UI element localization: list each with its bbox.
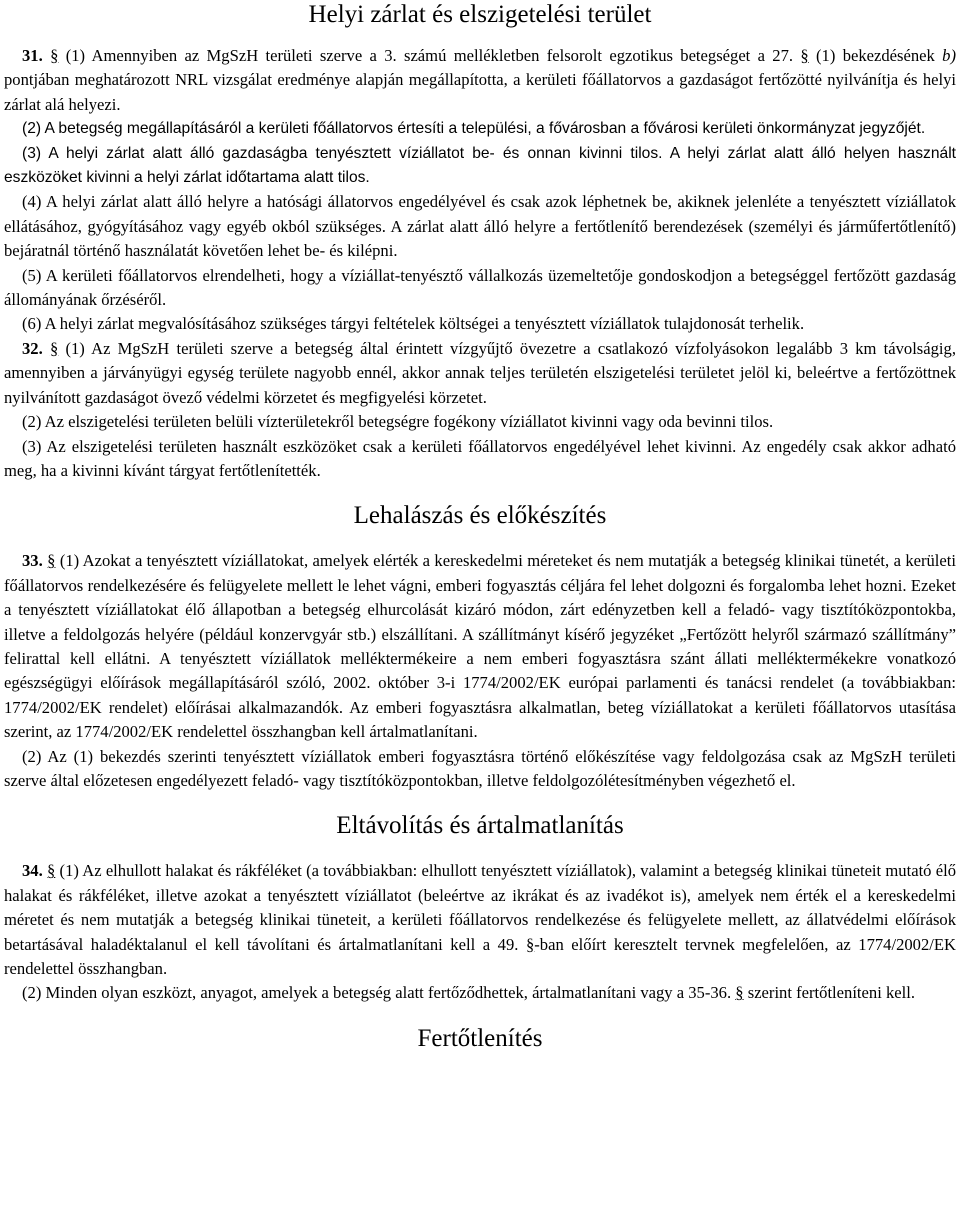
section-number: 31. (22, 46, 43, 65)
paragraph-text: pontjában meghatározott NRL vizsgálat eredménye alapján megállapította, a kerületi főállatorvos a gazdaságot fertőzötté nyilvánítja és helyi zárlat alá helyezi. (4, 70, 956, 114)
paragraph-text: szerint fertőtleníteni kell. (747, 983, 915, 1003)
paragraph-31-2: (2) A betegség megállapításáról a kerületi főállatorvos értesíti a települési, a fővárosban a fővárosi kerületi önkormányzat jegyzőjét. (22, 120, 926, 138)
section-number: 32. (22, 338, 43, 358)
paragraph-text: (1) bekezdésének (816, 46, 935, 65)
paragraph-31-5: (5) A kerületi főállatorvos elrendelheti, hogy a víziállat-tenyésztő vállalkozás üzemeltetője gondoskodjon a betegséggel fertőzött gazdaság állományának őrzéséről. (4, 265, 956, 310)
paragraph-text: (2) Minden olyan eszközt, anyagot, amelyek a betegség alatt fertőződhettek, ártalmatlanítani vagy a 35-36. (22, 983, 732, 1003)
section-heading-lehalaszas: Lehalászás és előkészítés (353, 502, 607, 530)
paragraph-symbol: § (800, 46, 809, 65)
paragraph-symbol: § (525, 934, 535, 954)
paragraph-31-4: (4) A helyi zárlat alatt álló helyre a hatósági állatorvos engedélyével és csak azok léphetnek be, akiknek jelenléte a tenyésztett víziállatok ellátásához, gyógyításához vagy egyéb okból szükséges. A zárlat alatt álló helyre a fertőtlenítő berendezések (személyi és járműfertőtlenítő) bejáratnál történő használatát követően lehet be- és kilépni. (4, 192, 956, 261)
paragraph-31-3: (3) A helyi zárlat alatt álló gazdaságba tenyésztett víziállatot be- és onnan kivinni tilos. A helyi zárlat alatt álló helyen használt eszközöket kivinni a helyi zárlat időtartama alatt tilos. (4, 144, 956, 187)
paragraph-symbol: § (50, 46, 59, 65)
section-heading-eltavolitas: Eltávolítás és ártalmatlanítás (336, 812, 624, 840)
section-heading-helyi-zarlat: Helyi zárlat és elszigetelési terület (308, 1, 652, 28)
paragraph-text: (1) Az MgSzH területi szerve a betegség által érintett vízgyűjtő övezetre a csatlakozó vízfolyásokon legalább 3 km távolságig, amennyiben a járványügyi egység területe nagyobb ennél, akkor annak teljes területén elszigetelési területet jelöl ki, beleértve a fertőzöttnek nyilvánított gazdaságot övező védelmi körzetet és megfigyelési körzetet. (4, 338, 956, 407)
paragraph-32-3: (3) Az elszigetelési területen használt eszközöket csak a kerületi főállatorvos engedélyével lehet kivinni. Az engedély csak akkor adható meg, ha a kivinni kívánt tárgyat fertőtlenítették. (4, 436, 956, 480)
paragraph-text: -ban előírt keresztelt tervnek megfelelően, az 1774/2002/EK rendelettel összhangban. (4, 934, 956, 978)
paragraph-text: (1) Amennyiben az MgSzH területi szerve a 3. számú mellékletben felsorolt egzotikus betegséget a 27. (65, 46, 794, 65)
point-letter: b) (942, 46, 956, 65)
section-number: 34. (22, 861, 43, 881)
paragraph-32-1 (4, 337, 956, 410)
paragraph-31-1 (4, 44, 956, 117)
paragraph-symbol: § (47, 861, 56, 881)
paragraph-text: (1) Azokat a tenyésztett víziállatokat, amelyek elérték a kereskedelmi méreteket és nem mutatják a betegség klinikai tünetét, a kerületi főállatorvos rendelkezésére és felügyelete mellett le lehet vágni, emberi fogyasztás céljára fel lehet dolgozni és forgalomba lehet hozni. Ezeket a tenyésztett víziállatokat élő állapotban a betegség elhurcolását kizáró módon, zárt edényzetben kell a feladó- vagy tisztítóközpontokba, illetve a feldolgozás helyére (például konzervgyár stb.) elszállítani. A szállítmányt kísérő jegyzéket „Fertőzött helyről származó szállítmány” felirattal kell ellátni. A tenyésztett víziállatok melléktermékeire a nem emberi fogyasztásra szánt állati melléktermékekre vonatkozó egészségügyi előírások megállapításáról szóló, 2002. október 3-i 1774/2002/EK európai parlamenti és tanácsi rendelet (a továbbiakban: 1774/2002/EK rendelet) előírásai alkalmazandók. Az emberi fogyasztásra alkalmatlan, beteg víziállatokat a kerületi főállatorvos utasítása szerint, az 1774/2002/EK rendelettel összhangban kell ártalmatlanítani. (4, 551, 956, 742)
paragraph-symbol: § (49, 338, 59, 358)
document-page (4, 0, 956, 1054)
paragraph-text: (1) Az elhullott halakat és rákféléket (a továbbiakban: elhullott tenyésztett víziállatok), valamint a betegség klinikai tüneteit mutató élő halakat és rákféléket, illetve azokat a tenyésztett víziállatot (beleértve az ikrákat és az ivadékot is), amelyek nem érték el a kereskedelmi méretet és nem mutatják a betegség klinikai tüneteit, a kerületi főállatorvos rendelkezése és felügyelete mellett, az állatvédelmi előírások betartásával haladéktalanul el kell távolítani és ártalmatlanítani kell a 49. (4, 861, 956, 954)
paragraph-33-1 (4, 549, 956, 744)
paragraph-31-6: (6) A helyi zárlat megvalósításához szükséges tárgyi feltételek költségei a tenyésztett víziállatok tulajdonosát terhelik. (22, 314, 805, 334)
paragraph-33-2: (2) Az (1) bekezdés szerinti tenyésztett víziállatok emberi fogyasztásra történő előkészítése vagy feldolgozása csak az MgSzH területi szerve által előzetesen engedélyezett feladó- vagy tisztítóközpontokban, illetve feldolgozólétesítményben végezhető el. (4, 746, 956, 790)
section-number: 33. (22, 551, 43, 571)
paragraph-symbol: § (735, 983, 744, 1003)
paragraph-symbol: § (47, 551, 56, 571)
section-heading-fertotlenites: Fertőtlenítés (417, 1024, 543, 1052)
paragraph-34-2 (4, 981, 956, 1005)
paragraph-34-1 (4, 859, 956, 981)
paragraph-32-2: (2) Az elszigetelési területen belüli vízterületekről betegségre fogékony víziállatot kivinni vagy oda bevinni tilos. (22, 412, 774, 432)
